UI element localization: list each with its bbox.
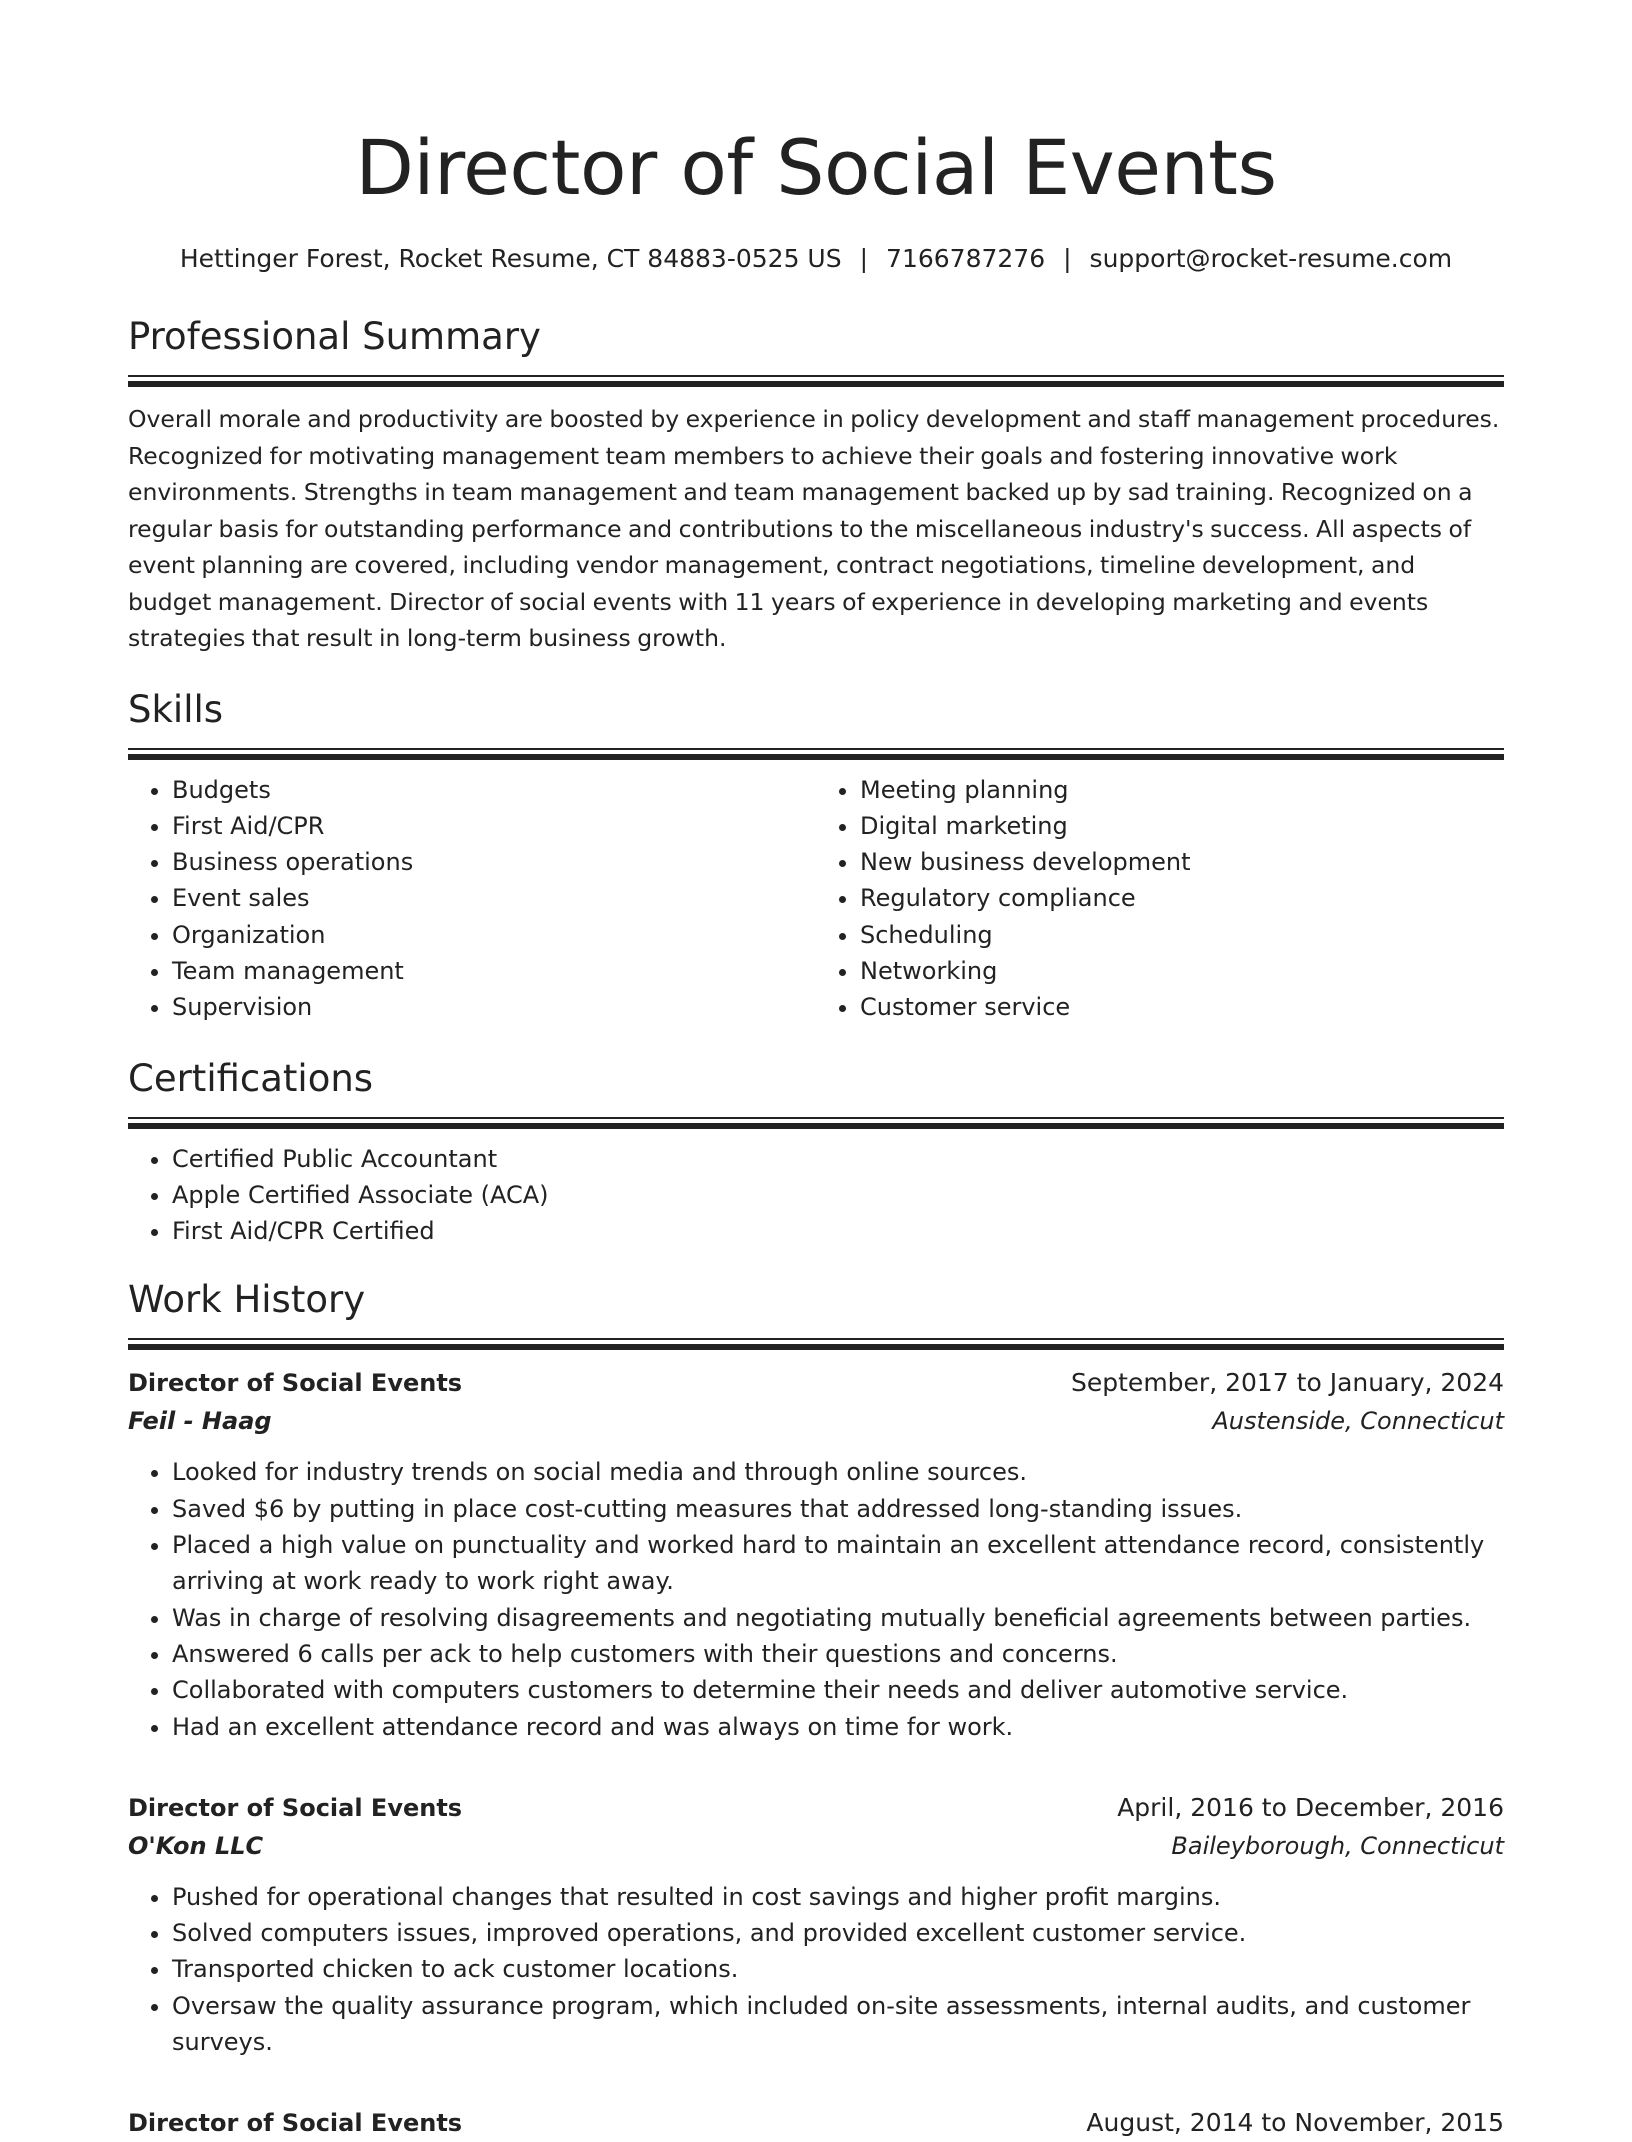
summary-text: Overall morale and productivity are boosted by experience in policy development and staff management procedures. Recognized for motivating management team members to achieve their goals and fostering innovative work environments. Strengths in team management and team management backed up by sad training. Recognized on a regular basis for outstanding performance and contributions to the miscellaneous industry's success. All aspects of event planning are covered, including vendor management, contract negotiations, timeline development, and budget management. Director of social events with 11 years of experience in developing marketing and events strategies that result in long-term business growth.: [128, 405, 1500, 652]
skill-item: • Digital marketing: [860, 808, 1504, 844]
skill-item: • Business operations: [172, 844, 816, 880]
contact-phone: 7166787276: [886, 244, 1046, 273]
skill-item: • Meeting planning: [860, 772, 1504, 808]
contact-address: Hettinger Forest, Rocket Resume, CT 84883-0525 US: [179, 244, 842, 273]
certification-item: • Certified Public Accountant: [172, 1141, 1504, 1177]
skill-item: • New business development: [860, 844, 1504, 880]
resume-name: Director of Social Events: [355, 123, 1277, 212]
job-company-row: [128, 1402, 1504, 1440]
section-title-work-history: Work History: [128, 1278, 366, 1322]
section-divider: [128, 375, 1504, 387]
job-company: Feil - Haag: [128, 1407, 272, 1436]
job-company-row: [128, 1827, 1504, 1865]
job-bullet: • Placed a high value on punctuality and worked hard to maintain an excellent attendance record, consistently arriving at work ready to work right away.: [172, 1527, 1504, 1600]
skills-list-left: [128, 772, 816, 1026]
contact-separator: |: [1063, 244, 1072, 273]
job-dates: August, 2014 to November, 2015: [1086, 2108, 1504, 2138]
job-entry: [128, 1789, 1504, 2060]
skill-item: • Team management: [172, 953, 816, 989]
skill-item: • Scheduling: [860, 917, 1504, 953]
section-divider: [128, 1117, 1504, 1129]
certifications-section: [128, 1054, 1504, 1250]
job-title: Director of Social Events: [128, 2109, 463, 2138]
job-bullet: • Solved computers issues, improved operations, and provided excellent customer service.: [172, 1915, 1504, 1951]
skill-item: • First Aid/CPR: [172, 808, 816, 844]
job-entry: [128, 2104, 1504, 2142]
job-bullet: • Oversaw the quality assurance program, which included on-site assessments, internal audits, and customer surveys.: [172, 1988, 1504, 2061]
section-title-skills: Skills: [128, 687, 224, 731]
contact-email: support@rocket-resume.com: [1089, 244, 1453, 273]
summary-section: [128, 312, 1504, 657]
skill-item: • Budgets: [172, 772, 816, 808]
job-location: Baileyborough, Connecticut: [1171, 1831, 1504, 1860]
certifications-list: [128, 1141, 1504, 1250]
job-bullet: • Saved $6 by putting in place cost-cutting measures that addressed long-standing issues.: [172, 1491, 1504, 1527]
skills-grid: [128, 772, 1504, 1026]
skill-item: • Organization: [172, 917, 816, 953]
skill-item: • Regulatory compliance: [860, 880, 1504, 916]
resume-page: [128, 0, 1504, 2142]
skill-item: • Supervision: [172, 989, 816, 1025]
job-bullet: • Transported chicken to ack customer locations.: [172, 1951, 1504, 1987]
job-dates: April, 2016 to December, 2016: [1117, 1792, 1504, 1822]
job-bullets: [128, 1454, 1504, 1744]
job-bullet: • Looked for industry trends on social media and through online sources.: [172, 1454, 1504, 1490]
job-bullet: • Had an excellent attendance record and was always on time for work.: [172, 1709, 1504, 1745]
section-divider: [128, 748, 1504, 760]
job-bullet: • Answered 6 calls per ack to help customers with their questions and concerns.: [172, 1636, 1504, 1672]
skills-section: [128, 685, 1504, 1026]
job-header-row: [128, 1789, 1504, 1827]
job-location: Austenside, Connecticut: [1212, 1407, 1504, 1436]
job-bullet: • Collaborated with computers customers to determine their needs and deliver automotive service.: [172, 1672, 1504, 1708]
job-title: Director of Social Events: [128, 1369, 463, 1398]
skill-item: • Event sales: [172, 880, 816, 916]
work-history-section: [128, 1275, 1504, 2142]
certification-item: • First Aid/CPR Certified: [172, 1213, 1504, 1249]
job-bullet: • Pushed for operational changes that resulted in cost savings and higher profit margins.: [172, 1879, 1504, 1915]
job-dates: September, 2017 to January, 2024: [1071, 1368, 1504, 1398]
job-header-row: [128, 1364, 1504, 1402]
job-bullets: [128, 1879, 1504, 2060]
job-bullet: • Was in charge of resolving disagreements and negotiating mutually beneficial agreements between parties.: [172, 1600, 1504, 1636]
contact-line: [128, 242, 1504, 276]
certification-item: • Apple Certified Associate (ACA): [172, 1177, 1504, 1213]
section-title-certifications: Certifications: [128, 1056, 374, 1100]
job-title: Director of Social Events: [128, 1793, 463, 1822]
section-divider: [128, 1338, 1504, 1350]
skills-list-right: [816, 772, 1504, 1026]
job-entry: [128, 1364, 1504, 1744]
job-company: O'Kon LLC: [128, 1831, 264, 1860]
skill-item: • Customer service: [860, 989, 1504, 1025]
skill-item: • Networking: [860, 953, 1504, 989]
contact-separator: |: [859, 244, 869, 273]
job-header-row: [128, 2104, 1504, 2142]
section-title-summary: Professional Summary: [128, 315, 541, 358]
